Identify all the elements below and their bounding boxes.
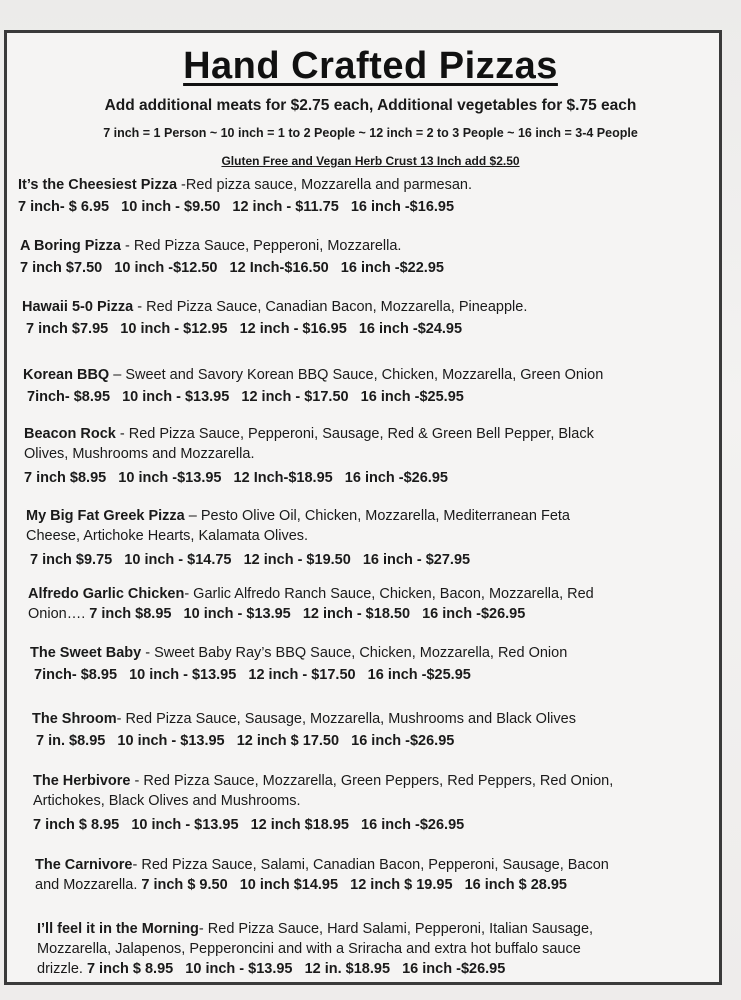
item-name: The Sweet Baby bbox=[30, 645, 142, 661]
menu-item-beacon-rock bbox=[24, 424, 594, 488]
menu-item-korean-bbq bbox=[23, 365, 603, 407]
item-description-cont: Cheese, Artichoke Hearts, Kalamata Olives. bbox=[26, 528, 309, 544]
menu-title: Hand Crafted Pizzas bbox=[183, 45, 558, 87]
item-prices: 7inch- $8.95 10 inch - $13.95 12 inch - $17.50 16 inch -$25.95 bbox=[27, 389, 464, 405]
item-prices: 7 inch $7.95 10 inch - $12.95 12 inch - $16.95 16 inch -$24.95 bbox=[26, 321, 463, 337]
item-name: It’s the Cheesiest Pizza bbox=[18, 177, 178, 193]
item-prices: 7 inch $9.75 10 inch - $14.75 12 inch - $19.50 16 inch - $27.95 bbox=[30, 552, 471, 568]
item-description-cont: drizzle. bbox=[37, 961, 87, 977]
item-name: The Carnivore bbox=[35, 857, 133, 873]
gluten-free-note: Gluten Free and Vegan Herb Crust 13 Inch add $2.50 bbox=[221, 154, 520, 168]
item-description: - Red Pizza Sauce, Pepperoni, Sausage, Red & Green Bell Pepper, Black bbox=[115, 426, 594, 442]
menu-item-boring bbox=[20, 236, 444, 278]
item-name: A Boring Pizza bbox=[20, 238, 121, 254]
item-description: - Red Pizza Sauce, Canadian Bacon, Mozzarella, Pineapple. bbox=[133, 299, 528, 315]
item-prices: 7inch- $8.95 10 inch - $13.95 12 inch - $17.50 16 inch -$25.95 bbox=[34, 667, 471, 683]
item-prices: 7 inch- $ 6.95 10 inch - $9.50 12 inch - $11.75 16 inch -$16.95 bbox=[18, 199, 455, 215]
item-description: - Red Pizza Sauce, Mozzarella, Green Peppers, Red Peppers, Red Onion, bbox=[130, 773, 614, 789]
menu-item-herbivore bbox=[33, 771, 613, 835]
item-description-cont: Mozzarella, Jalapenos, Pepperoncini and with a Sriracha and extra hot buffalo sauce bbox=[37, 941, 581, 957]
item-name: I’ll feel it in the Morning bbox=[37, 921, 199, 937]
item-name: Alfredo Garlic Chicken bbox=[28, 586, 185, 602]
item-description: - Sweet Baby Ray’s BBQ Sauce, Chicken, Mozzarella, Red Onion bbox=[141, 645, 568, 661]
item-description: - Red Pizza Sauce, Pepperoni, Mozzarella. bbox=[120, 238, 402, 254]
item-name: Beacon Rock bbox=[24, 426, 116, 442]
menu-item-cheesiest bbox=[18, 175, 472, 217]
menu-item-alfredo-garlic-chicken bbox=[28, 584, 594, 624]
item-name: My Big Fat Greek Pizza bbox=[26, 508, 185, 524]
item-name: The Shroom bbox=[32, 711, 117, 727]
item-description-cont: Olives, Mushrooms and Mozzarella. bbox=[24, 446, 255, 462]
item-name: Hawaii 5-0 Pizza bbox=[22, 299, 134, 315]
item-prices: 7 in. $8.95 10 inch - $13.95 12 inch $ 17.50 16 inch -$26.95 bbox=[36, 733, 455, 749]
item-prices: 7 inch $8.95 10 inch -$13.95 12 Inch-$18.95 16 inch -$26.95 bbox=[24, 470, 448, 486]
menu-item-hawaii bbox=[22, 297, 527, 339]
item-description-cont: Onion…. bbox=[28, 606, 90, 622]
menu-item-feel-it-in-the-morning bbox=[37, 919, 593, 979]
item-prices: 7 inch $7.50 10 inch -$12.50 12 Inch-$16.50 16 inch -$22.95 bbox=[20, 260, 444, 276]
item-prices: 7 inch $ 8.95 10 inch - $13.95 12 in. $18.95 16 inch -$26.95 bbox=[86, 961, 506, 977]
item-description: -Red pizza sauce, Mozzarella and parmesan. bbox=[177, 177, 473, 193]
size-guide: 7 inch = 1 Person ~ 10 inch = 1 to 2 People ~ 12 inch = 2 to 3 People ~ 16 inch = 3-4 People bbox=[103, 126, 638, 140]
additions-note: Add additional meats for $2.75 each, Additional vegetables for $.75 each bbox=[104, 97, 637, 114]
item-name: The Herbivore bbox=[33, 773, 131, 789]
item-description: - Red Pizza Sauce, Hard Salami, Pepperoni, Italian Sausage, bbox=[198, 921, 594, 937]
menu-item-sweet-baby bbox=[30, 643, 567, 685]
item-name: Korean BBQ bbox=[23, 367, 110, 383]
item-description-cont: and Mozzarella. bbox=[35, 877, 142, 893]
menu-item-shroom bbox=[32, 709, 576, 751]
item-prices: 7 inch $ 9.50 10 inch $14.95 12 inch $ 19.95 16 inch $ 28.95 bbox=[141, 877, 567, 893]
menu-item-carnivore bbox=[35, 855, 609, 895]
item-description: - Red Pizza Sauce, Salami, Canadian Bacon, Pepperoni, Sausage, Bacon bbox=[132, 857, 609, 873]
item-description: - Garlic Alfredo Ranch Sauce, Chicken, Bacon, Mozzarella, Red bbox=[184, 586, 594, 602]
item-description-cont: Artichokes, Black Olives and Mushrooms. bbox=[33, 793, 301, 809]
item-prices: 7 inch $8.95 10 inch - $13.95 12 inch - $18.50 16 inch -$26.95 bbox=[89, 606, 526, 622]
menu-item-big-fat-greek bbox=[26, 506, 570, 570]
item-description: – Sweet and Savory Korean BBQ Sauce, Chicken, Mozzarella, Green Onion bbox=[109, 367, 604, 383]
item-prices: 7 inch $ 8.95 10 inch - $13.95 12 inch $18.95 16 inch -$26.95 bbox=[33, 817, 465, 833]
item-description: - Red Pizza Sauce, Sausage, Mozzarella, Mushrooms and Black Olives bbox=[116, 711, 576, 727]
item-description: – Pesto Olive Oil, Chicken, Mozzarella, Mediterranean Feta bbox=[184, 508, 570, 524]
